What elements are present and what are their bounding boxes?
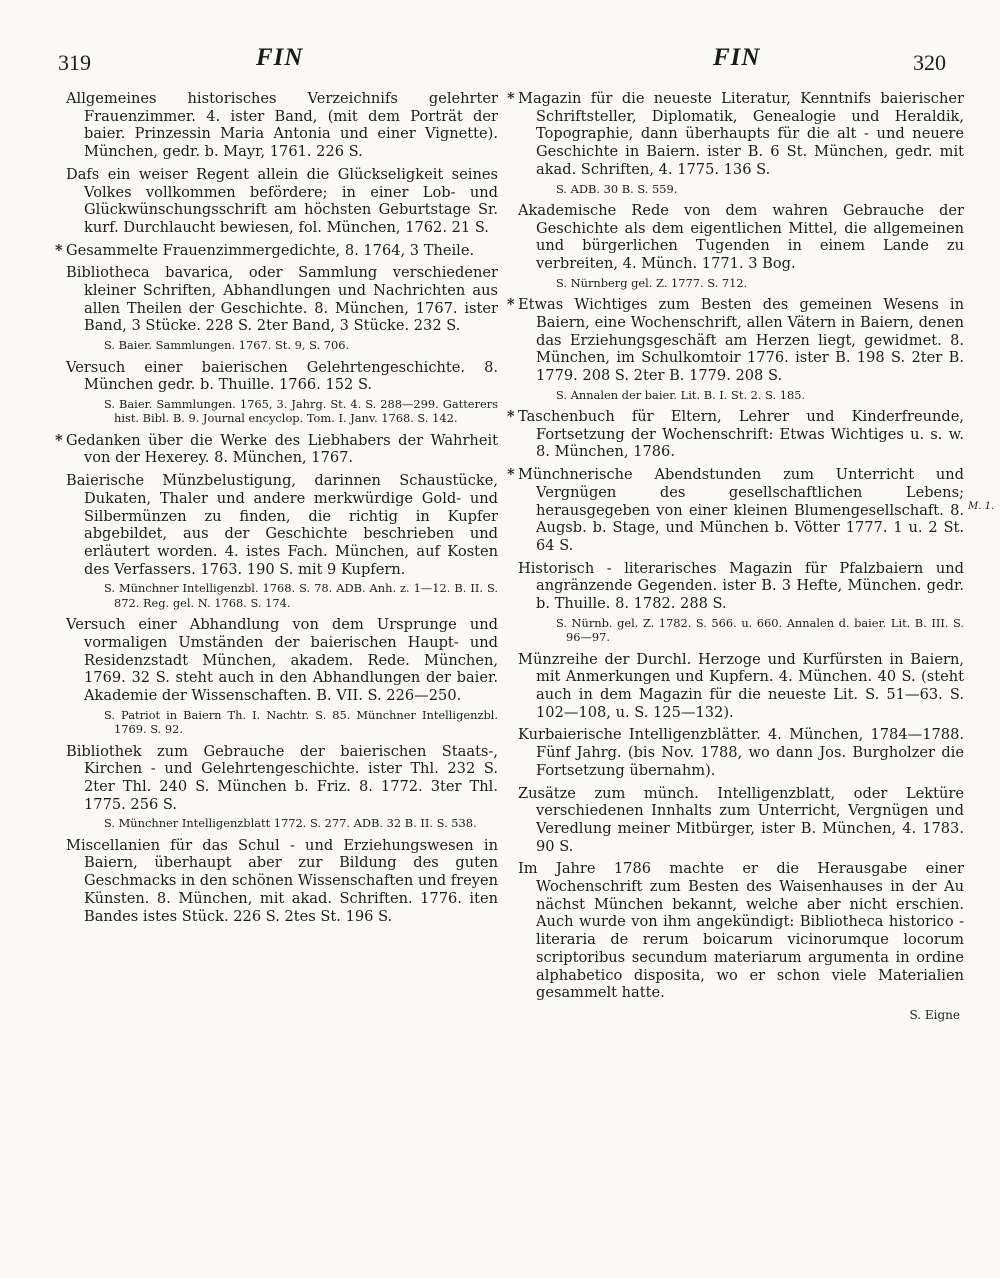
reference-note: S. Nürnberg gel. Z. 1777. S. 712. [556,275,748,290]
bibliography-entry: Versuch einer baierischen Gelehrtengeschichte. 8. München gedr. b. Thuille. 1766. 152 S. [66,358,498,394]
reference-note: S. Münchner Intelligenzbl. 1768. S. 78. ADB. Anh. z. 1—12. B. II. S. 872. Reg. gel. N. 1768. S. 174. [104,581,498,610]
reference-note: S. ADB. 30 B. S. 559. [556,181,678,196]
right-column [518,90,964,1022]
left-page-number: 319 [58,50,91,75]
editorial-note: Im Jahre 1786 machte er die Herausgabe einer Wochenschrift zum Besten des Waisenhauses in der Au nächst München bekannt, welche aber nicht erschien. Auch wurde von ihm angekündigt: Bibliotheca historico - literaria de rerum boicarum vicinorumque locorum scriptoribus secundum materiarum argumenta in ordine alphabetico disposita, wo er schon viele Materialien gesammelt hatte. [518,860,964,1002]
bibliography-entry: * Magazin für die neueste Literatur, Kenntnifs baierischer Schriftsteller, Diplomatik, Genealogie und Heraldik, Topographie, dann überhaupts für die alt - und neuere Geschichte in Baiern. ister B. 6 St. München, gedr. mit akad. Schriften, 4. 1775. 136 S. [518,90,964,179]
margin-annotation: M. 1. [968,501,995,512]
bibliography-entry: Baierische Münzbelustigung, darinnen Schaustücke, Dukaten, Thaler und andere merkwürdige Gold- und Silbermünzen zu finden, die richtig in Kupfer abgebildet, aus der Geschichte beschrieben und erläutert worden. 4. istes Fach. München, auf Kosten des Verfassers. 1763. 190 S. mit 9 Kupfern. [66,472,498,578]
bibliography-entry: Allgemeines historisches Verzeichnifs gelehrter Frauenzimmer. 4. ister Band, (mit dem Porträt der baier. Prinzessin Maria Antonia und einer Vignette). München, gedr. b. Mayr, 1761. 226 S. [66,90,498,161]
bibliography-entry: Bibliothek zum Gebrauche der baierischen Staats-, Kirchen - und Gelehrtengeschichte. ister Thl. 232 S. 2ter Thl. 240 S. München b. Friz. 8. 1772. 3ter Thl. 1775. 256 S. [66,742,498,813]
bibliography-entry: Historisch - literarisches Magazin für Pfalzbaiern und angränzende Gegenden. ister B. 3 Hefte, München. gedr. b. Thuille. 8. 1782. 288 S. [518,559,964,613]
left-running-head: FIN [256,44,304,71]
bibliography-entry: Miscellanien für das Schul - und Erziehungswesen in Baiern, überhaupt aber zur Bildung des guten Geschmacks in den schönen Wissenschaften und freyen Künsten. 8. München, mit akad. Schriften. 1776. iten Bandes istes Stück. 226 S. 2tes St. 196 S. [66,836,498,925]
reference-note: S. Annalen der baier. Lit. B. I. St. 2. S. 185. [556,387,806,402]
bibliography-entry: * Gedanken über die Werke des Liebhabers der Wahrheit von der Hexerey. 8. München, 1767. [66,432,498,467]
bibliography-entry: * Taschenbuch für Eltern, Lehrer und Kinderfreunde, Fortsetzung der Wochenschrift: Etwas Wichtiges u. s. w. 8. München, 1786. [518,408,964,461]
reference-note: S. Nürnb. gel. Z. 1782. S. 566. u. 660. Annalen d. baier. Lit. B. III. S. 96—97. [556,615,964,645]
reference-note: S. Baier. Sammlungen. 1767. St. 9, S. 706. [104,338,350,353]
bibliography-entry: Bibliotheca bavarica, oder Sammlung verschiedener kleiner Schriften, Abhandlungen und Nachrichten aus allen Theilen der Geschichte. 8. München, 1767. ister Band, 3 Stücke. 228 S. 2ter Band, 3 Stücke. 232 S. [66,264,498,335]
bibliography-entry: Dafs ein weiser Regent allein die Glückseligkeit seines Volkes vollkommen befördere; in einer Lob- und Glückwünschungsschrift am höchsten Geburtstage Sr. kurf. Durchlaucht bewiesen, fol. München, 1762. 21 S. [66,165,498,236]
right-running-head: FIN [713,44,761,71]
bibliography-entry: Kurbaierische Intelligenzblätter. 4. München, 1784—1788. Fünf Jahrg. (bis Nov. 1788, wo dann Jos. Burgholzer die Fortsetzung übernahm). [518,726,964,779]
bibliography-entry: Versuch einer Abhandlung von dem Ursprunge und vormaligen Umständen der baierischen Haupt- und Residenzstadt München, akadem. Rede. München, 1769. 32 S. steht auch in den Abhandlungen der baier. Akademie der Wissenschaften. B. VII. S. 226—250. [66,616,498,705]
reference-note: S. Baier. Sammlungen. 1765, 3. Jahrg. St. 4. S. 288—299. Gatterers hist. Bibl. B. 9. Journal encyclop. Tom. I. Janv. 1768. S. 142. [104,396,498,426]
reference-note: S. Münchner Intelligenzblatt 1772. S. 277. ADB. 32 B. II. S. 538. [104,816,477,831]
bibliography-entry: Zusätze zum münch. Intelligenzblatt, oder Lektüre verschiedenen Innhalts zum Unterricht, Vergnügen und Veredlung meiner Mitbürger, ister B. München, 4. 1783. 90 S. [518,784,964,855]
bibliography-entry: Münzreihe der Durchl. Herzoge und Kurfürsten in Baiern, mit Anmerkungen und Kupfern. 4. München. 40 S. (steht auch in dem Magazin für die neueste Lit. S. 51—63. S. 102—108, u. S. 125—132). [518,650,964,721]
reference-note: S. Patriot in Baiern Th. I. Nachtr. S. 85. Münchner Intelligenzbl. 1769. S. 92. [104,707,498,737]
left-column [66,90,498,930]
page-header [58,44,960,78]
bibliography-entry: * Etwas Wichtiges zum Besten des gemeinen Wesens in Baiern, eine Wochenschrift, allen Vätern in Baiern, denen das Erziehungsgeschäft am Herzen liegt, gewidmet. 8. München, im Schulkomtoir 1776. ister B. 198 S. 2ter B. 1779. 208 S. 2ter B. 1779. 208 S. [518,296,964,385]
bibliography-entry: * Gesammelte Frauenzimmergedichte, 8. 1764, 3 Theile. [66,242,498,260]
bibliography-entry: Akademische Rede von dem wahren Gebrauche der Geschichte als dem eigentlichen Mittel, die allgemeinen und bürgerlichen Tugenden in einem Lande zu verbreiten, 4. Münch. 1771. 3 Bog. [518,201,964,273]
bibliography-entry: * Münchnerische Abendstunden zum Unterricht und Vergnügen des gesellschaftlichen Lebens; herausgegeben von einer kleinen Blumengesellschaft. 8. Augsb. b. Stage, und München b. Vötter 1777. 1 u. 2 St. 64 S. [518,466,964,555]
signature-note: S. Eigne [909,1007,960,1022]
right-page-number: 320 [913,50,946,75]
